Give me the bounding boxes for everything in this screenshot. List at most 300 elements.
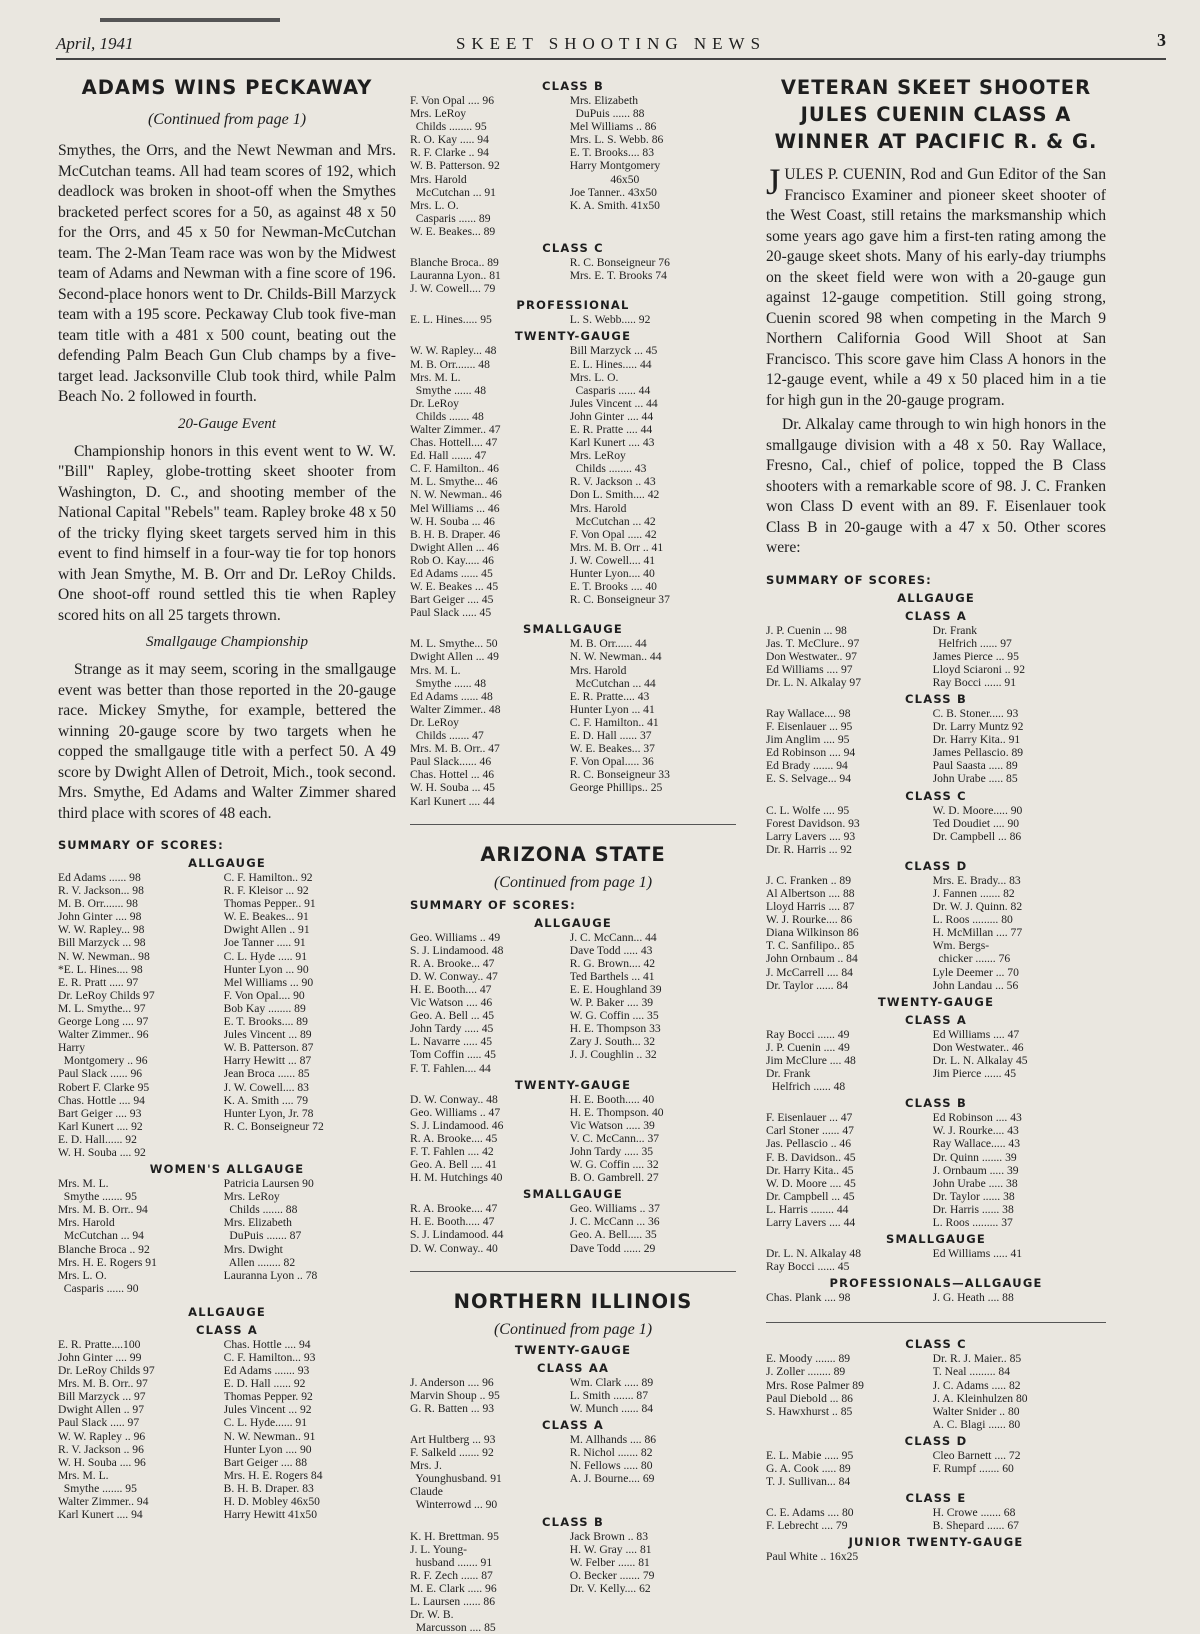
score-entry-left: F. Von Opal .... 96	[410, 94, 494, 107]
score-entry-right: Ed Adams ....... 93	[223, 1364, 310, 1378]
score-entry-left: Dr. W. B.	[410, 1608, 454, 1622]
score-entry-left: J. P. Cuenin ... 98	[766, 623, 847, 637]
score-row	[410, 1022, 736, 1035]
score-entry-right: Mrs. M. B. Orr .. 41	[569, 540, 664, 554]
score-entry-right: Ted Barthels ... 41	[569, 969, 655, 983]
score-entry-right: Cleo Barnett .... 72	[932, 1448, 1021, 1462]
score-entry-right: Ted Doudiet .... 90	[932, 816, 1020, 830]
score-entry-right: Dr. Campbell ... 86	[932, 829, 1022, 843]
score-entry-left: N. W. Newman.. 98	[58, 949, 150, 963]
score-row	[410, 580, 736, 593]
score-row	[410, 1433, 736, 1446]
score-row	[410, 344, 736, 357]
section-heading: ALLGAUGE	[534, 915, 612, 930]
publication-title: SKEET SHOOTING NEWS	[455, 34, 767, 53]
score-entry-left: N. W. Newman.. 46	[410, 488, 502, 502]
score-row	[58, 1229, 396, 1242]
score-row	[766, 1247, 1106, 1260]
score-entry-right: Dr. L. N. Alkalay 45	[932, 1053, 1028, 1067]
score-row	[766, 1137, 1106, 1150]
score-entry-left: Ed. Hall ....... 47	[410, 449, 487, 463]
score-entry-right: E. T. Brooks .... 40	[569, 580, 657, 594]
score-entry-left: S. J. Lindamood. 46	[410, 1118, 504, 1132]
score-entry-right: Lauranna Lyon .. 78	[223, 1268, 318, 1282]
score-entry-right: Hunter Lyon .... 90	[223, 1442, 312, 1456]
score-entry-left: Dr. L. N. Alkalay 48	[766, 1247, 861, 1261]
summary-heading: SUMMARY OF SCORES:	[410, 897, 576, 912]
score-entry-left: Karl Kunert .... 94	[58, 1508, 143, 1522]
score-row	[410, 983, 736, 996]
score-entry-left: J. McCarrell .... 84	[766, 965, 853, 979]
score-entry-left: Smythe ....... 95	[58, 1481, 137, 1495]
score-entry-left: Chas. Hottel ... 46	[410, 768, 495, 782]
score-entry-left: C. E. Adams .... 80	[766, 1506, 854, 1520]
score-row	[410, 1543, 736, 1556]
score-entry-left: F. T. Fahlen .... 42	[410, 1145, 494, 1158]
score-entry-right: Don Westwater.. 46	[932, 1040, 1024, 1054]
score-row	[58, 1067, 396, 1080]
score-entry-right	[570, 606, 736, 619]
score-entry-left: Mrs. M. L.	[410, 370, 461, 384]
score-row	[410, 1158, 736, 1171]
score-row	[410, 1459, 736, 1472]
section-heading: SMALLGAUGE	[886, 1232, 986, 1247]
score-table	[766, 1449, 1106, 1488]
score-entry-left: Chas. Plank .... 98	[766, 1291, 851, 1305]
section-heading: SMALLGAUGE	[523, 1187, 623, 1202]
score-entry-left: J. C. Franken .. 89	[766, 873, 852, 887]
score-row	[766, 1203, 1106, 1216]
score-entry-right: J. Fannen ....... 82	[932, 887, 1015, 900]
score-row	[58, 1508, 396, 1521]
score-entry-left: E. D. Hall...... 92	[58, 1132, 137, 1146]
score-entry-right: H. McMillan .... 77	[932, 926, 1023, 940]
score-entry-left: McCutchan ... 94	[58, 1229, 144, 1243]
article-headline-line-2: JULES CUENIN CLASS A	[800, 103, 1072, 126]
score-entry-left: E. L. Hines..... 95	[410, 313, 492, 327]
score-row	[58, 1495, 396, 1508]
score-entry-right: Jules Vincent ... 89	[223, 1028, 312, 1042]
score-entry-left: E. S. Selvage... 94	[766, 772, 852, 786]
score-row	[410, 1530, 736, 1543]
score-entry-left: S. J. Lindamood. 44	[410, 1228, 504, 1242]
score-entry-right: N. W. Newman.. 91	[223, 1429, 316, 1443]
score-entry-right: C. F. Hamilton.. 41	[569, 715, 659, 729]
score-entry-right: W. J. Rourke.... 43	[932, 1124, 1019, 1138]
score-entry-right: E. D. Hall ...... 37	[569, 729, 652, 743]
score-table	[766, 804, 1106, 856]
article-headline-northern-illinois: NORTHERN ILLINOIS	[453, 1289, 693, 1313]
article-paragraph: Smythes, the Orrs, and the Newt Newman and Mrs. McCutchan teams. All had team scores of 192, which deadlock was broken in shoot-off when the Smythes bracketed perfect scores for a 50, as against 48 x 50 for the Orrs, and 45 x 50 for Newman-McCutchan team. The 2-Man Team race was won by the Midwest team of Adams and Newman with a fine score of 196. Second-place honors went to Dr. Childs-Bill Marzyck team with a 195 score. Peckaway Club took five-man team title with a 481 x 500 count, beating out the defending Palm Beach Gun Club champs by a five-target lead. Jacksonville Club took third, while Palm Beach No. 2 followed in fourth.	[58, 142, 396, 405]
continued-note: (Continued from page 1)	[493, 873, 653, 891]
score-entry-right	[570, 1062, 736, 1075]
score-table	[766, 1247, 1106, 1273]
score-row	[410, 1145, 736, 1158]
score-row	[410, 957, 736, 970]
class-heading: CLASS C	[905, 788, 967, 803]
class-heading: CLASS B	[542, 79, 604, 93]
score-entry-left: W. J. Rourke.... 86	[766, 913, 853, 927]
score-entry-right: Mrs. LeRoy	[223, 1190, 280, 1204]
score-entry-left: Paul Slack ...... 96	[58, 1067, 143, 1081]
section-heading: SMALLGAUGE	[523, 622, 623, 637]
score-row	[410, 1569, 736, 1582]
score-entry-left: W. D. Moore .... 45	[766, 1176, 856, 1190]
score-entry-right: L. Smith ....... 87	[569, 1388, 649, 1402]
score-entry-right: C. L. Hyde ..... 91	[223, 949, 308, 963]
score-row	[766, 1151, 1106, 1164]
score-entry-right: John Tardy ..... 35	[569, 1145, 654, 1158]
score-entry-left: Walter Zimmer.. 47	[410, 422, 501, 436]
score-entry-right	[933, 1260, 1106, 1273]
class-heading: CLASS D	[904, 1433, 968, 1448]
score-entry-left: Larry Lavers .... 44	[766, 1215, 856, 1229]
score-entry-right: F. Von Opal ..... 42	[569, 527, 657, 541]
score-entry-left: Carl Stoner ...... 47	[766, 1124, 854, 1138]
score-row	[766, 1041, 1106, 1054]
score-row	[766, 720, 1106, 733]
score-entry-left: F. Lebrecht .... 79	[766, 1519, 848, 1533]
score-row	[410, 423, 736, 436]
score-entry-left: R. A. Brooke.... 47	[410, 1202, 498, 1216]
score-entry-right: DuPuis ...... 88	[569, 107, 645, 121]
score-entry-right: Mrs. L. S. Webb. 86	[569, 133, 664, 147]
score-entry-right: Lloyd Sciaroni .. 92	[932, 662, 1026, 676]
score-entry-left: Ed Robinson .... 94	[766, 746, 856, 760]
score-row	[410, 1035, 736, 1048]
score-entry-left: Rob O. Kay..... 46	[410, 553, 494, 567]
score-entry-right: Hunter Lyon ... 41	[569, 702, 655, 716]
score-entry-left: McCutchan ... 91	[410, 185, 496, 199]
score-row	[410, 1171, 736, 1184]
score-entry-left	[766, 1418, 933, 1431]
score-row	[766, 830, 1106, 843]
score-entry-right: E. R. Pratte.... 43	[569, 689, 650, 703]
score-entry-left: Robert F. Clarke 95	[58, 1080, 150, 1094]
score-entry-right: Dr. Harris ...... 38	[932, 1202, 1014, 1216]
score-entry-right: Walter Snider .. 80	[932, 1404, 1020, 1418]
score-entry-left: Ed Williams .... 97	[766, 662, 853, 676]
score-entry-right: B. Shepard ...... 67	[932, 1519, 1019, 1533]
score-entry-right: C. L. Hyde...... 91	[223, 1416, 308, 1430]
score-entry-right: E. T. Brooks.... 89	[223, 1015, 308, 1029]
score-entry-right	[224, 1146, 396, 1159]
score-entry-right: T. Neal ......... 84	[932, 1365, 1010, 1379]
score-entry-left: Jas. Pellascio .. 46	[766, 1137, 852, 1151]
score-entry-left: Childs ........ 95	[410, 120, 487, 134]
score-row	[410, 410, 736, 423]
section-heading: ALLGAUGE	[897, 590, 975, 605]
score-table	[410, 313, 736, 326]
continued-note: (Continued from page 1)	[493, 1320, 653, 1338]
score-row	[410, 1228, 736, 1241]
score-table	[766, 1506, 1106, 1532]
score-entry-right: Mrs. E. Brady... 83	[932, 873, 1021, 887]
score-entry-right: DuPuis ....... 87	[223, 1229, 302, 1243]
score-entry-left: John Tardy ..... 45	[410, 1022, 494, 1036]
score-entry-right: Hunter Lyon.... 40	[569, 567, 655, 580]
score-entry-left: Harry	[58, 1041, 86, 1055]
score-entry-right	[933, 1080, 1106, 1093]
score-row	[766, 874, 1106, 887]
score-entry-right: chicker ....... 76	[932, 952, 1011, 966]
score-entry-right: R. F. Kleisor ... 92	[223, 884, 309, 898]
score-entry-right: N. W. Newman.. 44	[569, 650, 662, 664]
score-table	[410, 1376, 736, 1415]
section-heading: JUNIOR TWENTY-GAUGE	[848, 1535, 1024, 1550]
score-entry-right	[570, 225, 736, 238]
score-row	[766, 1475, 1106, 1488]
score-entry-left: Smythe ....... 95	[58, 1190, 137, 1204]
score-entry-right: Harry Montgomery	[569, 159, 661, 173]
score-entry-left: Paul Slack ..... 97	[58, 1416, 140, 1430]
score-row	[58, 1107, 396, 1120]
score-row	[410, 199, 736, 212]
score-row	[410, 1556, 736, 1569]
score-entry-left: W. H. Souba .... 96	[58, 1455, 146, 1469]
score-row	[410, 1202, 736, 1215]
score-row	[58, 884, 396, 897]
score-row	[410, 768, 736, 781]
score-row	[410, 716, 736, 729]
score-entry-left: Art Hultberg ... 93	[410, 1432, 496, 1446]
score-entry-right	[570, 795, 736, 808]
score-entry-right: W. E. Beakes... 37	[569, 742, 655, 756]
score-row	[410, 1402, 736, 1415]
score-entry-left: W. E. Beakes... 89	[410, 224, 496, 238]
score-entry-left: W. W. Rapley... 98	[58, 923, 145, 937]
score-row	[410, 1048, 736, 1061]
score-entry-right: H. Crowe ....... 68	[932, 1506, 1016, 1520]
score-row	[410, 944, 736, 957]
score-row	[766, 1124, 1106, 1137]
score-entry-left: Casparis ...... 89	[410, 211, 491, 225]
score-entry-right	[224, 1133, 396, 1146]
score-row	[410, 1242, 736, 1255]
score-entry-right: John Ginter .... 44	[569, 409, 654, 423]
score-entry-right: Mel Williams ... 90	[223, 975, 314, 989]
score-entry-right: J. C. McCann ... 36	[569, 1215, 660, 1229]
score-entry-right: Dr. V. Kelly.... 62	[569, 1581, 651, 1595]
score-table	[410, 1433, 736, 1512]
score-entry-left: Ed Brady ....... 94	[766, 759, 848, 773]
score-entry-right: Ed Robinson .... 43	[932, 1111, 1022, 1125]
article-headline-line-3: WINNER AT PACIFIC R. & G.	[774, 130, 1098, 153]
class-heading: CLASS B	[905, 1096, 967, 1111]
score-entry-right: Dwight Allen .. 91	[223, 923, 310, 937]
score-entry-left: Dr. R. Harris ... 92	[766, 842, 852, 856]
score-row	[410, 107, 736, 120]
score-entry-right: W. B. Patterson. 87	[223, 1041, 314, 1055]
score-row	[58, 1054, 396, 1067]
score-entry-left: John Ornbaum .. 84	[766, 952, 858, 966]
score-entry-left: J. Zoller ........ 89	[766, 1365, 846, 1379]
score-row	[58, 1203, 396, 1216]
score-entry-left: Geo. A. Bell ... 45	[410, 1009, 495, 1023]
page-header	[56, 30, 1166, 56]
score-row	[766, 1260, 1106, 1273]
score-entry-right: Mrs. Elizabeth	[223, 1216, 292, 1230]
score-entry-right: J. J. Coughlin .. 32	[569, 1048, 657, 1062]
score-row	[58, 1177, 396, 1190]
score-row	[766, 1291, 1106, 1304]
score-entry-left: D. W. Conway.. 40	[410, 1241, 498, 1255]
score-table	[766, 707, 1106, 786]
score-table	[766, 874, 1106, 992]
score-row	[766, 1111, 1106, 1124]
column-3	[766, 74, 1106, 1563]
score-entry-left: Dr. Frank	[766, 1067, 811, 1081]
score-entry-right: R. G. Brown.... 42	[569, 956, 656, 970]
score-row	[58, 1120, 396, 1133]
article-paragraph: JULES P. CUENIN, Rod and Gun Editor of the San Francisco Examiner and pioneer skeet shooter of the West Coast, still retains the marksmanship which some years ago gave him a first-ten rating among the 20-gauge skeet shots. Many of his early-day triumphs on the skeet field were won with a 20-gauge gun against 12-gauge competition. Still going strong, Cuenin scored 98 when competing in the March 9 Northern California Good Will Shoot at San Francisco. This score gave him Class A honors in the 12-gauge event, while a 49 x 50 placed him in a tie for high gun in the 20-gauge program.	[766, 162, 1106, 409]
score-entry-right: Mrs. H. E. Rogers 84	[223, 1468, 323, 1482]
score-entry-right: James Pierce ... 95	[932, 649, 1019, 663]
score-entry-right: John Urabe ..... 85	[932, 772, 1018, 786]
score-entry-left: Helfrich ...... 48	[766, 1080, 846, 1094]
score-entry-left: Lauranna Lyon.. 81	[410, 269, 501, 283]
score-entry-left: Dr. LeRoy Childs 97	[58, 1364, 155, 1378]
score-row	[58, 1338, 396, 1351]
score-entry-right: Harry Hewitt ... 87	[223, 1054, 312, 1068]
score-entry-left: Blanche Broca.. 89	[410, 256, 499, 270]
score-row	[766, 676, 1106, 689]
score-entry-left: R. A. Brooke.... 45	[410, 1131, 498, 1145]
score-entry-left: R. F. Zech ...... 87	[410, 1568, 493, 1582]
score-entry-left: Chas. Hottell.... 47	[410, 436, 498, 450]
score-row	[766, 772, 1106, 785]
score-entry-right: Lyle Deemer ... 70	[932, 965, 1019, 979]
score-entry-left: J. Anderson .... 96	[410, 1375, 494, 1389]
score-entry-left: M. L. Smythe... 97	[58, 1001, 146, 1015]
score-row	[766, 966, 1106, 979]
score-row	[58, 1243, 396, 1256]
score-entry-right: L. Roos ......... 80	[932, 913, 1013, 927]
score-entry-left: M. E. Clark ..... 96	[410, 1581, 497, 1595]
score-entry-right: Jules Vincent ... 92	[223, 1403, 312, 1417]
score-entry-right: C. F. Hamilton.. 92	[223, 871, 313, 884]
section-heading: TWENTY-GAUGE	[514, 329, 632, 344]
score-entry-right: Ed Williams ..... 41	[932, 1247, 1023, 1261]
score-entry-right: Chas. Hottle .... 94	[223, 1337, 311, 1351]
score-entry-right: Mrs. Harold	[569, 663, 627, 677]
score-entry-left: L. Harris ........ 44	[766, 1202, 849, 1216]
class-heading: CLASS D	[904, 858, 968, 873]
score-entry-left: Ray Bocci ...... 45	[766, 1260, 850, 1274]
score-entry-left: Karl Kunert .... 92	[58, 1119, 143, 1133]
score-entry-right	[570, 1621, 736, 1634]
score-row	[410, 186, 736, 199]
score-row	[58, 1443, 396, 1456]
score-entry-right: Dave Todd ...... 29	[569, 1241, 656, 1255]
score-entry-right: Dr. Frank	[932, 623, 978, 637]
score-entry-right: Wm. Clark ..... 89	[569, 1375, 654, 1389]
class-heading: CLASS B	[905, 691, 967, 706]
score-row	[410, 94, 736, 107]
score-table	[410, 1202, 736, 1254]
score-entry-right: H. D. Mobley 46x50	[223, 1495, 320, 1509]
score-row	[766, 1365, 1106, 1378]
score-entry-left: T. J. Sullivan... 84	[766, 1475, 851, 1489]
score-entry-left: G. R. Batten ... 93	[410, 1401, 495, 1415]
score-entry-left: D. W. Conway.. 48	[410, 1092, 498, 1106]
score-entry-left: W. B. Patterson. 92	[410, 159, 500, 173]
score-entry-left: Karl Kunert .... 44	[410, 794, 495, 808]
score-entry-left: C. L. Wolfe .... 95	[766, 803, 850, 817]
score-row	[410, 173, 736, 186]
score-entry-left: M. B. Orr....... 98	[58, 897, 138, 911]
score-row	[410, 1498, 736, 1511]
score-entry-left: L. Navarre ..... 45	[410, 1035, 493, 1049]
score-table	[766, 1111, 1106, 1229]
score-row	[58, 976, 396, 989]
score-row	[410, 970, 736, 983]
score-entry-right: Dr. W. J. Quinn. 82	[932, 900, 1023, 914]
score-entry-right	[933, 1550, 1106, 1563]
score-row	[766, 843, 1106, 856]
score-entry-left: Paul Diebold ... 86	[766, 1391, 853, 1405]
score-row	[58, 1094, 396, 1107]
score-entry-left: Mrs. Harold	[58, 1216, 115, 1230]
score-entry-right: Dr. Taylor ...... 38	[932, 1189, 1015, 1203]
score-entry-left: Montgomery .. 96	[58, 1054, 148, 1068]
section-heading: TWENTY-GAUGE	[514, 1077, 632, 1092]
score-entry-right: Mrs. Harold	[569, 501, 627, 515]
score-entry-left: G. A. Cook ..... 89	[766, 1462, 851, 1475]
score-entry-right: R. Nichol ....... 82	[569, 1446, 653, 1460]
score-row	[58, 910, 396, 923]
score-entry-left: Dr. Taylor ...... 84	[766, 978, 849, 992]
score-entry-right: F. Von Opal..... 36	[569, 755, 654, 769]
score-entry-right: Jim Pierce ...... 45	[932, 1067, 1017, 1081]
score-entry-left: R. V. Jackson... 98	[58, 884, 144, 898]
score-row	[410, 606, 736, 619]
score-entry-right: James Pellascio. 89	[932, 746, 1024, 760]
score-entry-left: F. Eisenlauer ... 95	[766, 720, 853, 734]
score-row	[766, 663, 1106, 676]
score-entry-left: B. H. B. Draper. 46	[410, 527, 501, 541]
section-heading: ALLGAUGE	[188, 1304, 266, 1319]
score-entry-left: Mrs. Rose Palmer 89	[766, 1378, 864, 1392]
score-row	[410, 1446, 736, 1459]
score-entry-left: Jas. T. McClure.. 97	[766, 636, 860, 650]
score-row	[58, 989, 396, 1002]
score-entry-right: F. Von Opal.... 90	[223, 988, 305, 1002]
score-entry-left: Dwight Allen .. 97	[58, 1403, 144, 1417]
score-row	[58, 1190, 396, 1203]
score-table	[58, 1338, 396, 1521]
page-number: 3	[1157, 30, 1166, 50]
score-entry-right	[933, 1475, 1106, 1488]
score-entry-right: L. Roos ......... 37	[932, 1215, 1013, 1229]
score-row	[766, 1080, 1106, 1093]
score-entry-left: D. W. Conway.. 47	[410, 969, 498, 983]
score-row	[58, 950, 396, 963]
score-entry-right: R. V. Jackson .. 43	[569, 475, 656, 489]
score-row	[410, 554, 736, 567]
score-entry-right: R. C. Bonseigneur 72	[223, 1119, 324, 1133]
score-row	[410, 541, 736, 554]
score-entry-left: W. E. Beakes ... 45	[410, 580, 499, 594]
score-entry-right: Mrs. L. O.	[569, 370, 619, 384]
score-entry-right: A. C. Blagi ...... 80	[932, 1417, 1021, 1431]
score-row	[766, 1379, 1106, 1392]
column-1	[58, 74, 396, 1521]
score-entry-left: Bill Marzyck ... 97	[58, 1390, 146, 1404]
score-row	[410, 729, 736, 742]
score-row	[410, 313, 736, 326]
score-entry-right: Dave Todd ..... 43	[569, 943, 653, 957]
